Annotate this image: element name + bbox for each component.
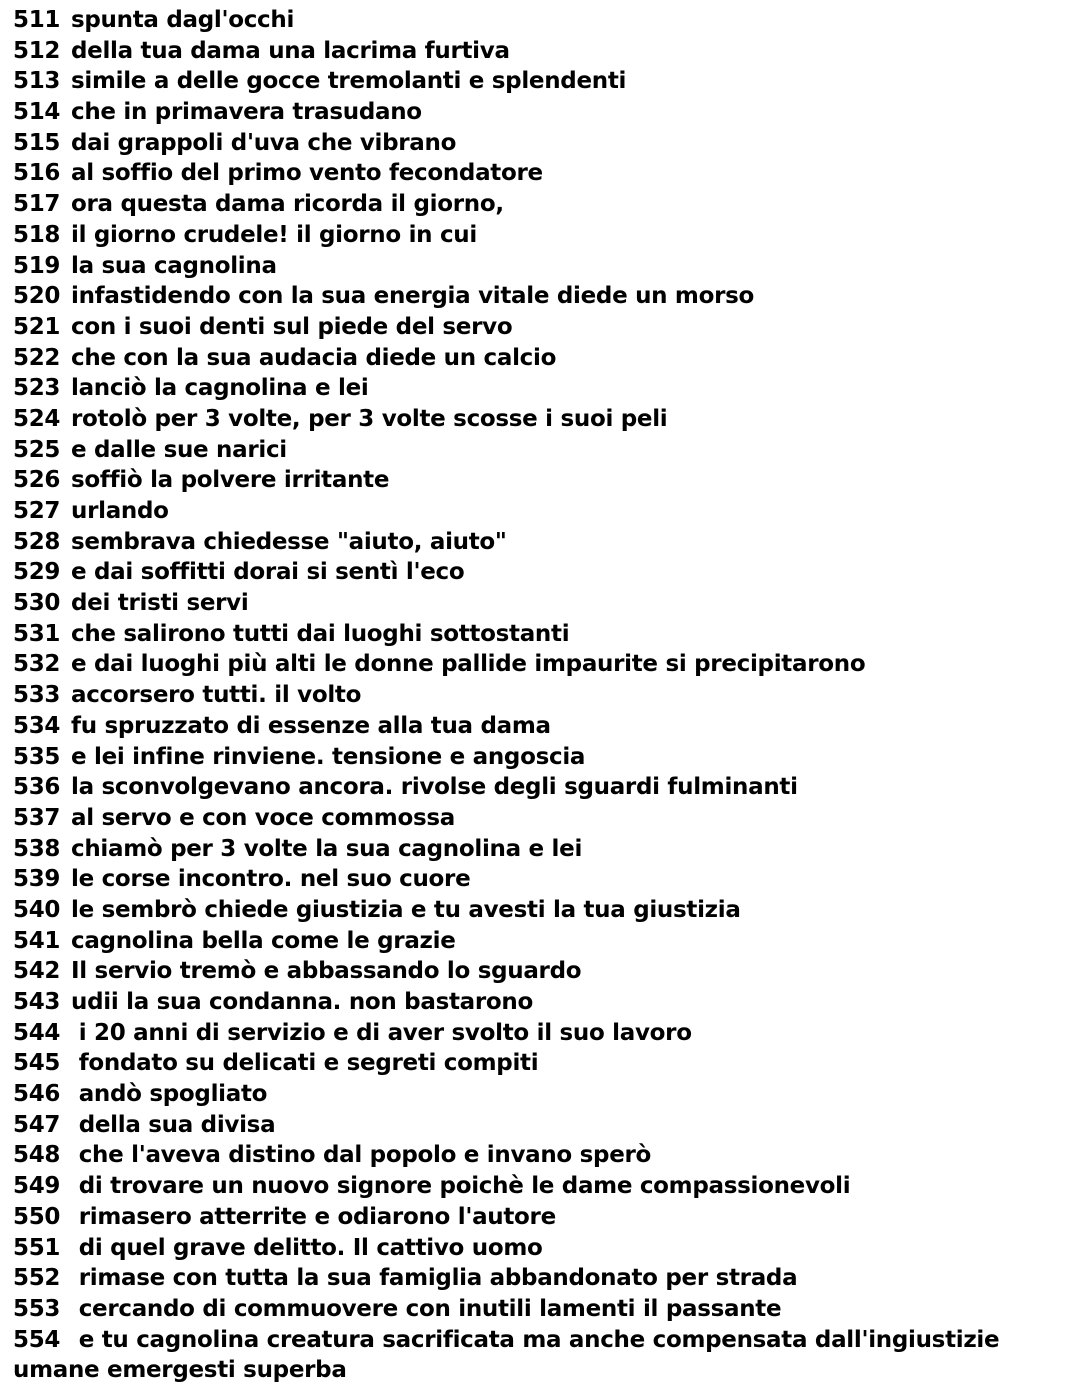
poem-line bbox=[13, 404, 1073, 435]
poem-line bbox=[13, 987, 1073, 1018]
line-number: 544 bbox=[13, 1019, 61, 1046]
poem-line bbox=[13, 1233, 1073, 1264]
line-number: 515 bbox=[13, 129, 61, 156]
line-text: che con la sua audacia diede un calcio bbox=[71, 344, 557, 371]
line-number: 516 bbox=[13, 160, 61, 187]
line-text: di quel grave delitto. Il cattivo uomo bbox=[71, 1234, 543, 1261]
line-text: e tu cagnolina creatura sacrificata ma anche compensata dall'ingiustizie bbox=[71, 1326, 1000, 1353]
line-text: rimase con tutta la sua famiglia abbandonato per strada bbox=[71, 1265, 798, 1292]
line-number: 518 bbox=[13, 221, 61, 248]
poem-line bbox=[13, 864, 1073, 895]
line-number: 533 bbox=[13, 682, 61, 709]
poem-line bbox=[13, 1048, 1073, 1079]
poem-line bbox=[13, 711, 1073, 742]
poem-line bbox=[13, 557, 1073, 588]
line-text: udii la sua condanna. non bastarono bbox=[71, 989, 533, 1015]
line-number: 545 bbox=[13, 1050, 61, 1077]
poem-line bbox=[13, 619, 1073, 650]
line-text: le sembrò chiede giustizia e tu avesti la tua giustizia bbox=[71, 896, 741, 923]
line-number: 537 bbox=[13, 804, 61, 831]
line-number: 541 bbox=[13, 927, 61, 954]
poem-line bbox=[13, 312, 1073, 343]
line-number: 526 bbox=[13, 467, 61, 494]
poem-page bbox=[13, 5, 1073, 1386]
line-text: accorsero tutti. il volto bbox=[71, 682, 362, 709]
line-number: 539 bbox=[13, 866, 61, 893]
poem-line bbox=[13, 588, 1073, 619]
line-text: al soffio del primo vento fecondatore bbox=[71, 160, 543, 187]
line-number: 535 bbox=[13, 743, 61, 770]
poem-line bbox=[13, 1294, 1073, 1325]
poem-line bbox=[13, 373, 1073, 404]
line-number: 547 bbox=[13, 1111, 61, 1138]
poem-lines bbox=[13, 5, 1073, 1355]
line-number: 546 bbox=[13, 1081, 61, 1108]
poem-line bbox=[13, 343, 1073, 374]
line-text: i 20 anni di servizio e di aver svolto il suo lavoro bbox=[71, 1019, 692, 1046]
poem-line bbox=[13, 251, 1073, 282]
line-number: 517 bbox=[13, 191, 61, 218]
line-number: 534 bbox=[13, 712, 61, 739]
line-text: dei tristi servi bbox=[71, 590, 249, 617]
poem-line bbox=[13, 1110, 1073, 1141]
line-number: 523 bbox=[13, 375, 61, 402]
poem-line bbox=[13, 435, 1073, 466]
line-number: 552 bbox=[13, 1265, 61, 1292]
line-number: 525 bbox=[13, 436, 61, 463]
line-text: soffiò la polvere irritante bbox=[71, 467, 390, 494]
poem-line bbox=[13, 680, 1073, 711]
poem-line bbox=[13, 281, 1073, 312]
line-number: 553 bbox=[13, 1295, 61, 1322]
poem-line bbox=[13, 189, 1073, 220]
line-number: 520 bbox=[13, 283, 61, 310]
line-text: di trovare un nuovo signore poichè le dame compassionevoli bbox=[71, 1173, 851, 1200]
line-text: dai grappoli d'uva che vibrano bbox=[71, 129, 457, 156]
line-text: le corse incontro. nel suo cuore bbox=[71, 866, 471, 893]
poem-line bbox=[13, 5, 1073, 36]
line-text: Il servio tremò e abbassando lo sguardo bbox=[71, 958, 582, 985]
line-number: 538 bbox=[13, 835, 61, 862]
line-number: 540 bbox=[13, 896, 61, 923]
line-number: 511 bbox=[13, 7, 61, 33]
line-text: che l'aveva distino dal popolo e invano sperò bbox=[71, 1142, 652, 1169]
poem-line bbox=[13, 742, 1073, 773]
line-number: 513 bbox=[13, 68, 61, 95]
line-text: e dalle sue narici bbox=[71, 436, 287, 463]
line-text: la sua cagnolina bbox=[71, 252, 277, 279]
line-number: 514 bbox=[13, 99, 61, 126]
line-number: 550 bbox=[13, 1203, 61, 1230]
line-number: 531 bbox=[13, 620, 61, 647]
poem-line bbox=[13, 895, 1073, 926]
poem-line bbox=[13, 1325, 1073, 1356]
line-number: 536 bbox=[13, 774, 61, 801]
poem-line bbox=[13, 465, 1073, 496]
line-number: 522 bbox=[13, 344, 61, 371]
poem-line bbox=[13, 1079, 1073, 1110]
line-text: fu spruzzato di essenze alla tua dama bbox=[71, 712, 551, 739]
line-text: andò spogliato bbox=[71, 1081, 268, 1108]
poem-line bbox=[13, 1018, 1073, 1049]
line-number: 554 bbox=[13, 1326, 61, 1353]
line-text: il giorno crudele! il giorno in cui bbox=[71, 221, 477, 248]
line-text: chiamò per 3 volte la sua cagnolina e lei bbox=[71, 835, 583, 862]
line-text: cercando di commuovere con inutili lamenti il passante bbox=[71, 1295, 782, 1322]
line-number: 524 bbox=[13, 405, 61, 432]
line-text: la sconvolgevano ancora. rivolse degli sguardi fulminanti bbox=[71, 774, 798, 801]
poem-line bbox=[13, 1171, 1073, 1202]
line-number: 512 bbox=[13, 37, 61, 64]
line-text: simile a delle gocce tremolanti e splendenti bbox=[71, 68, 627, 95]
line-text: al servo e con voce commossa bbox=[71, 804, 455, 831]
poem-line bbox=[13, 66, 1073, 97]
line-number: 549 bbox=[13, 1173, 61, 1200]
poem-line bbox=[13, 496, 1073, 527]
line-number: 532 bbox=[13, 651, 61, 678]
line-number: 542 bbox=[13, 958, 61, 985]
poem-line bbox=[13, 220, 1073, 251]
line-text: cagnolina bella come le grazie bbox=[71, 927, 456, 954]
line-number: 551 bbox=[13, 1234, 61, 1261]
poem-line bbox=[13, 158, 1073, 189]
poem-line bbox=[13, 36, 1073, 67]
line-text: sembrava chiedesse "aiuto, aiuto" bbox=[71, 528, 507, 555]
line-number: 548 bbox=[13, 1142, 61, 1169]
poem-line bbox=[13, 1140, 1073, 1171]
line-text: fondato su delicati e segreti compiti bbox=[71, 1050, 539, 1077]
poem-line bbox=[13, 527, 1073, 558]
poem-line bbox=[13, 1202, 1073, 1233]
line-text: che salirono tutti dai luoghi sottostanti bbox=[71, 620, 570, 647]
line-text: rotolò per 3 volte, per 3 volte scosse i suoi peli bbox=[71, 405, 668, 432]
line-number: 529 bbox=[13, 559, 61, 586]
line-text: infastidendo con la sua energia vitale diede un morso bbox=[71, 283, 755, 310]
line-text: che in primavera trasudano bbox=[71, 99, 422, 126]
poem-line bbox=[13, 834, 1073, 865]
poem-line bbox=[13, 956, 1073, 987]
poem-line bbox=[13, 772, 1073, 803]
line-text: della tua dama una lacrima furtiva bbox=[71, 37, 510, 64]
line-text: e dai luoghi più alti le donne pallide impaurite si precipitarono bbox=[71, 651, 866, 678]
line-text: della sua divisa bbox=[71, 1111, 276, 1138]
line-number: 543 bbox=[13, 989, 61, 1015]
line-number: 528 bbox=[13, 528, 61, 555]
line-number: 519 bbox=[13, 252, 61, 279]
line-text: e dai soffitti dorai si sentì l'eco bbox=[71, 559, 465, 586]
poem-continuation-line: umane emergesti superba bbox=[13, 1357, 347, 1384]
line-text: e lei infine rinviene. tensione e angoscia bbox=[71, 743, 586, 770]
poem-line bbox=[13, 1263, 1073, 1294]
line-text: rimasero atterrite e odiarono l'autore bbox=[71, 1203, 556, 1230]
poem-line bbox=[13, 97, 1073, 128]
line-text: urlando bbox=[71, 498, 169, 524]
line-number: 530 bbox=[13, 590, 61, 617]
line-text: ora questa dama ricorda il giorno, bbox=[71, 191, 504, 218]
poem-line bbox=[13, 803, 1073, 834]
poem-line bbox=[13, 649, 1073, 680]
poem-line bbox=[13, 128, 1073, 159]
line-text: lanciò la cagnolina e lei bbox=[71, 375, 369, 402]
line-text: spunta dagl'occhi bbox=[71, 7, 295, 33]
line-number: 527 bbox=[13, 498, 61, 524]
line-number: 521 bbox=[13, 313, 61, 340]
line-text: con i suoi denti sul piede del servo bbox=[71, 313, 513, 340]
poem-line bbox=[13, 926, 1073, 957]
